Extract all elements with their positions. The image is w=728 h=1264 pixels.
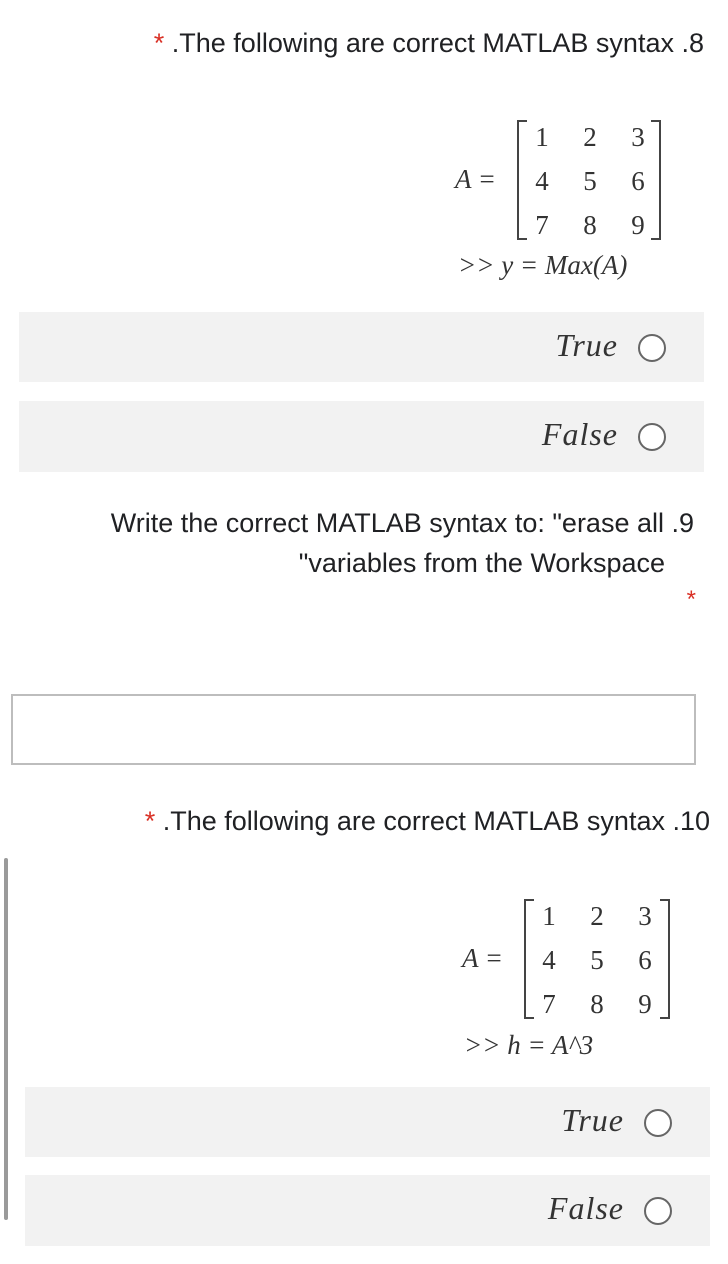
option-false[interactable]	[19, 401, 704, 472]
matrix-label: A =	[462, 943, 503, 973]
question-9-title-line1: Write the correct MATLAB syntax to: "erase all .9	[110, 508, 694, 538]
matrix-cell: 8	[583, 210, 597, 240]
option-label: True	[555, 327, 618, 363]
matrix-cell: 4	[535, 166, 549, 196]
matrix-cell: 6	[631, 166, 645, 196]
question-10-matrix	[462, 897, 672, 1022]
matrix-cell: 9	[638, 989, 652, 1019]
option-label: False	[541, 416, 618, 452]
question-8-command: >> y = Max(A)	[458, 250, 628, 280]
matrix-cell: 8	[590, 989, 604, 1019]
required-star: *	[144, 806, 156, 836]
required-star: *	[686, 586, 696, 613]
matrix-cell: 7	[542, 989, 556, 1019]
question-10-command: >> h = A^3	[464, 1030, 594, 1060]
question-8-text: .The following are correct MATLAB syntax .8	[171, 28, 704, 58]
matrix-cell: 9	[631, 210, 645, 240]
matrix-cell: 5	[583, 166, 597, 196]
option-false[interactable]	[25, 1175, 710, 1246]
option-true[interactable]	[19, 312, 704, 382]
radio-button[interactable]	[644, 1109, 672, 1137]
matrix-label: A =	[455, 164, 496, 194]
matrix-cell: 1	[542, 901, 556, 931]
radio-button[interactable]	[638, 334, 666, 362]
matrix-cell: 4	[542, 945, 556, 975]
option-label: True	[561, 1102, 624, 1138]
question-9-title-line2: "variables from the Workspace	[298, 548, 665, 578]
radio-button[interactable]	[638, 423, 666, 451]
matrix-cell: 3	[631, 122, 645, 152]
required-star: *	[153, 28, 165, 58]
matrix-cell: 1	[535, 122, 549, 152]
matrix-cell: 2	[583, 122, 597, 152]
question-10-title	[145, 806, 710, 837]
matrix-cell: 6	[638, 945, 652, 975]
radio-button[interactable]	[644, 1197, 672, 1225]
matrix-cell: 7	[535, 210, 549, 240]
scrollbar[interactable]	[4, 858, 8, 1220]
matrix-cell: 2	[590, 901, 604, 931]
matrix-cell: 3	[638, 901, 652, 931]
matrix-right-bracket	[660, 899, 670, 1019]
matrix-cell: 5	[590, 945, 604, 975]
option-true[interactable]	[25, 1087, 710, 1157]
question-8-title	[154, 28, 704, 59]
question-10-text: .The following are correct MATLAB syntax .10	[162, 806, 710, 836]
matrix-left-bracket	[524, 899, 534, 1019]
question-8-matrix	[455, 118, 665, 243]
option-label: False	[547, 1190, 624, 1226]
matrix-left-bracket	[517, 120, 527, 240]
answer-input[interactable]	[11, 694, 696, 765]
